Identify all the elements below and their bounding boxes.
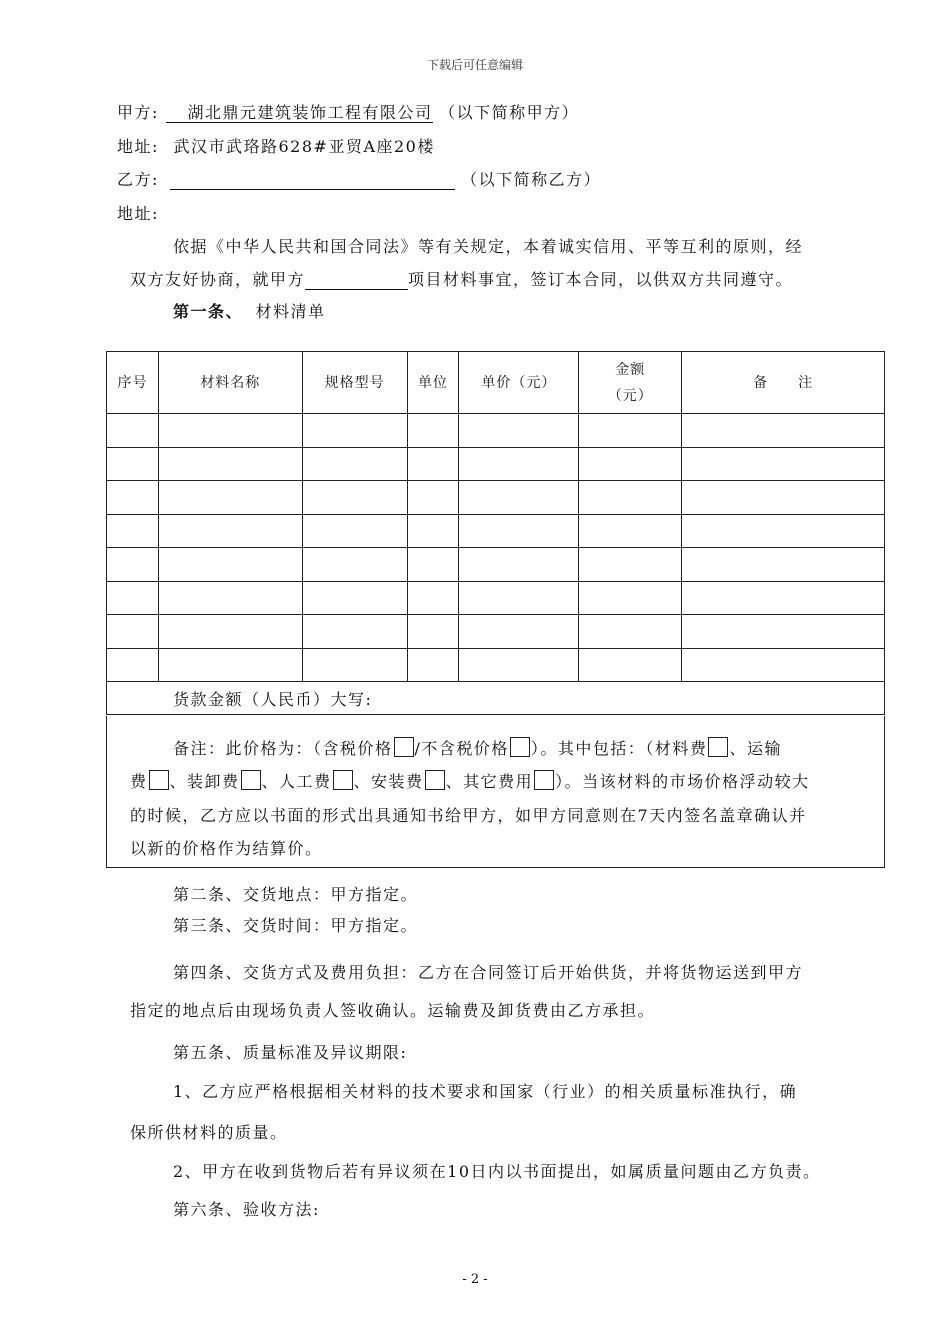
table-cell[interactable] <box>407 514 459 548</box>
article-1-subtitle: 材料清单 <box>255 302 326 321</box>
table-cell[interactable] <box>579 481 682 515</box>
table-cell[interactable] <box>407 414 459 448</box>
total-amount-cell[interactable] <box>107 682 885 715</box>
table-cell[interactable] <box>158 514 302 548</box>
address-a-line <box>117 134 435 157</box>
table-cell[interactable] <box>407 481 459 515</box>
table-cell[interactable] <box>302 548 407 582</box>
article-5: 第五条、质量标准及异议期限: <box>173 1043 408 1062</box>
notes-l1-b: /不含税价格 <box>414 739 509 758</box>
col-header-amount-line2: （元） <box>607 387 653 404</box>
table-cell[interactable] <box>407 447 459 481</box>
address-b-line <box>117 201 159 224</box>
party-a-underline-lead <box>166 103 188 123</box>
table-row <box>107 581 885 615</box>
col-header-remarks: 备 注 <box>682 352 885 414</box>
article-1-heading <box>173 299 326 322</box>
table-cell[interactable] <box>302 648 407 682</box>
party-b-suffix: （以下简称乙方） <box>461 170 602 189</box>
table-cell[interactable] <box>579 615 682 649</box>
table-cell[interactable] <box>158 481 302 515</box>
table-row <box>107 414 885 448</box>
table-row <box>107 447 885 481</box>
table-cell[interactable] <box>107 514 159 548</box>
table-cell[interactable] <box>107 581 159 615</box>
table-cell[interactable] <box>158 414 302 448</box>
table-cell[interactable] <box>302 581 407 615</box>
table-cell[interactable] <box>459 514 579 548</box>
intro-line-2-b: 项目材料事宜，签订本合同，以供双方共同遵守。 <box>408 270 794 289</box>
installation-fee-checkbox[interactable] <box>425 770 445 790</box>
page-number: - 2 - <box>462 1272 488 1287</box>
table-cell[interactable] <box>682 447 885 481</box>
notes-l2-e: 、其它费用 <box>445 772 534 791</box>
handling-fee-checkbox[interactable] <box>241 770 261 790</box>
header-note: 下载后可任意编辑 <box>426 58 523 72</box>
notes-line-1 <box>173 736 782 759</box>
table-cell[interactable] <box>579 548 682 582</box>
table-cell[interactable] <box>579 514 682 548</box>
table-header-row <box>107 352 885 414</box>
party-a-suffix: （以下简称甲方） <box>439 103 580 122</box>
tax-excluded-checkbox[interactable] <box>510 737 530 757</box>
notes-l2-b: 、装卸费 <box>169 772 240 791</box>
address-b-label: 地址: <box>117 204 159 223</box>
table-cell[interactable] <box>107 548 159 582</box>
article-6: 第六条、验收方法: <box>173 1200 320 1219</box>
table-cell[interactable] <box>459 447 579 481</box>
party-b-label: 乙方: <box>117 170 159 189</box>
article-5-1-line-2: 保所供材料的质量。 <box>130 1123 288 1142</box>
intro-line-1: 依据《中华人民共和国合同法》等有关规定，本着诚实信用、平等互利的原则，经 <box>173 237 804 256</box>
transport-fee-checkbox[interactable] <box>149 770 169 790</box>
table-cell[interactable] <box>682 581 885 615</box>
table-cell[interactable] <box>682 514 885 548</box>
table-total-row <box>107 682 885 715</box>
party-b-name-blank[interactable] <box>170 171 455 190</box>
table-cell[interactable] <box>459 581 579 615</box>
party-b-line <box>117 167 601 190</box>
other-fee-checkbox[interactable] <box>534 770 554 790</box>
table-cell[interactable] <box>407 615 459 649</box>
total-amount-label: 货款金额（人民币）大写: <box>173 689 373 709</box>
table-cell[interactable] <box>302 414 407 448</box>
notes-l2-d: 、安装费 <box>353 772 424 791</box>
notes-l2-c: 、人工费 <box>261 772 332 791</box>
col-header-amount <box>579 352 682 414</box>
party-a-line <box>117 100 579 123</box>
col-header-index: 序号 <box>107 352 159 414</box>
col-header-spec: 规格型号 <box>302 352 407 414</box>
table-row <box>107 481 885 515</box>
table-cell[interactable] <box>107 414 159 448</box>
table-cell[interactable] <box>459 414 579 448</box>
address-a-value: 武汉市武珞路628#亚贸A座20楼 <box>173 137 435 156</box>
table-cell[interactable] <box>407 548 459 582</box>
table-cell[interactable] <box>579 581 682 615</box>
table-cell[interactable] <box>407 581 459 615</box>
intro-line-2 <box>130 267 793 290</box>
table-cell[interactable] <box>158 447 302 481</box>
address-a-label: 地址: <box>117 137 159 156</box>
article-4-line-2: 指定的地点后由现场负责人签收确认。运输费及卸货费由乙方承担。 <box>130 1001 656 1020</box>
table-cell[interactable] <box>107 481 159 515</box>
tax-included-checkbox[interactable] <box>394 737 414 757</box>
table-cell[interactable] <box>407 648 459 682</box>
table-cell[interactable] <box>302 481 407 515</box>
table-cell[interactable] <box>682 414 885 448</box>
table-cell[interactable] <box>459 548 579 582</box>
materials-table <box>106 351 885 715</box>
table-row <box>107 615 885 649</box>
table-cell[interactable] <box>579 447 682 481</box>
material-fee-checkbox[interactable] <box>708 737 728 757</box>
col-header-unit-price: 单价（元） <box>459 352 579 414</box>
col-header-material-name: 材料名称 <box>158 352 302 414</box>
table-cell[interactable] <box>579 648 682 682</box>
table-cell[interactable] <box>579 414 682 448</box>
notes-l1-a: 备注：此价格为：（含税价格 <box>173 739 393 758</box>
table-cell[interactable] <box>107 648 159 682</box>
table-cell[interactable] <box>158 648 302 682</box>
table-cell[interactable] <box>459 648 579 682</box>
table-cell[interactable] <box>107 447 159 481</box>
labor-fee-checkbox[interactable] <box>333 770 353 790</box>
table-row <box>107 548 885 582</box>
table-cell[interactable] <box>459 615 579 649</box>
table-cell[interactable] <box>682 615 885 649</box>
price-notes-box <box>106 716 885 868</box>
intro-line-2-a: 双方友好协商，就甲方 <box>130 270 306 289</box>
article-5-2: 2、甲方在收到货物后若有异议须在10日内以书面提出，如属质量问题由乙方负责。 <box>173 1162 821 1181</box>
table-row <box>107 514 885 548</box>
article-3: 第三条、交货时间：甲方指定。 <box>173 916 419 935</box>
table-cell[interactable] <box>158 548 302 582</box>
col-header-amount-line1: 金额 <box>615 361 646 378</box>
table-cell[interactable] <box>107 615 159 649</box>
party-a-name: 湖北鼎元建筑装饰工程有限公司 <box>187 103 433 122</box>
table-cell[interactable] <box>682 648 885 682</box>
table-cell[interactable] <box>302 447 407 481</box>
article-5-1-line-1: 1、乙方应严格根据相关材料的技术要求和国家（行业）的相关质量标准执行，确 <box>173 1082 798 1101</box>
notes-l1-c: ）。其中包括：（材料费 <box>530 739 708 758</box>
table-row <box>107 648 885 682</box>
col-header-unit: 单位 <box>407 352 459 414</box>
notes-line-4: 以新的价格作为结算价。 <box>130 839 323 858</box>
table-cell[interactable] <box>682 548 885 582</box>
article-4-line-1: 第四条、交货方式及费用负担：乙方在合同签订后开始供货，并将货物运送到甲方 <box>173 963 804 982</box>
article-2: 第二条、交货地点：甲方指定。 <box>173 885 419 904</box>
table-cell[interactable] <box>158 581 302 615</box>
table-cell[interactable] <box>459 481 579 515</box>
party-a-label: 甲方: <box>117 103 159 122</box>
table-cell[interactable] <box>158 615 302 649</box>
notes-l2-f: ）。当该材料的市场价格浮动较大 <box>555 772 810 791</box>
table-cell[interactable] <box>302 615 407 649</box>
notes-line-3: 的时候，乙方应以书面的形式出具通知书给甲方，如甲方同意则在7天内签名盖章确认并 <box>130 806 807 825</box>
table-cell[interactable] <box>302 514 407 548</box>
notes-l1-d: 、运输 <box>729 739 782 758</box>
notes-line-2 <box>130 769 810 792</box>
article-1-title: 第一条、 <box>173 302 244 321</box>
project-name-blank[interactable] <box>305 271 408 290</box>
table-cell[interactable] <box>682 481 885 515</box>
notes-l2-a: 费 <box>130 772 148 791</box>
